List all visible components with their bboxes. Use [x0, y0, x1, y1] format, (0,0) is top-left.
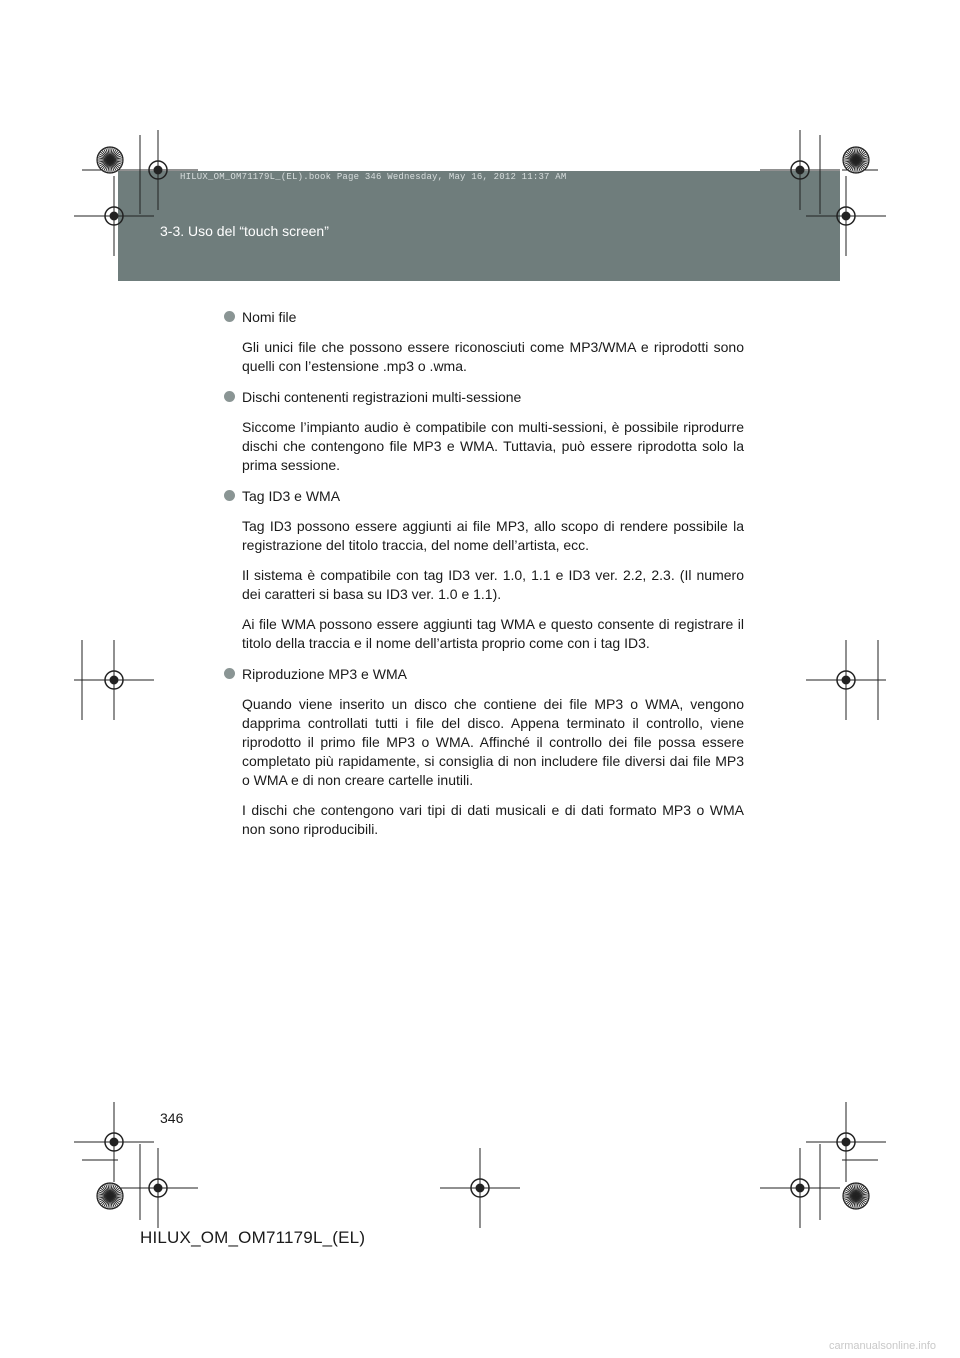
paragraph: Tag ID3 possono essere aggiunti ai file MP3, allo scopo di rendere possibile la registrazione del titolo traccia, del nome dell’artista, ecc. — [242, 518, 744, 553]
bullet-dot-icon — [224, 391, 235, 402]
crosshair-dot — [796, 166, 804, 174]
bullet-dot-icon — [224, 668, 235, 679]
crosshair-dot — [110, 212, 118, 220]
bullet-heading — [224, 308, 744, 327]
item-title: Dischi contenenti registrazioni multi-sessione — [242, 389, 522, 405]
crosshair-dot — [476, 1184, 484, 1192]
bullet-heading — [224, 388, 744, 407]
paragraph: I dischi che contengono vari tipi di dati musicali e di dati formato MP3 o WMA non sono riproducibili. — [242, 802, 744, 837]
item-title: Nomi file — [242, 309, 297, 325]
bullet-heading — [224, 487, 744, 506]
list-item — [224, 487, 744, 653]
list-item — [224, 308, 744, 376]
section-title: 3-3. Uso del “touch screen” — [160, 223, 329, 239]
crosshair-dot — [842, 676, 850, 684]
document-code: HILUX_OM_OM71179L_(EL) — [140, 1228, 366, 1247]
item-title: Riproduzione MP3 e WMA — [242, 666, 407, 682]
crosshair-dot — [110, 676, 118, 684]
paragraph: Ai file WMA possono essere aggiunti tag WMA e questo consente di registrare il titolo della traccia e il nome dell’artista proprio come con i tag ID3. — [242, 616, 744, 651]
bullet-dot-icon — [224, 490, 235, 501]
paragraph: Gli unici file che possono essere riconosciuti come MP3/WMA e riprodotti sono quelli con l’estensione .mp3 o .wma. — [242, 339, 744, 374]
crosshair-dot — [842, 212, 850, 220]
crosshair-dot — [154, 1184, 162, 1192]
list-item — [224, 665, 744, 839]
crosshair-dot — [110, 1138, 118, 1146]
book-stamp: HILUX_OM_OM71179L_(EL).book Page 346 Wednesday, May 16, 2012 11:37 AM — [180, 172, 567, 182]
list-item — [224, 388, 744, 475]
item-title: Tag ID3 e WMA — [242, 488, 341, 504]
page-number: 346 — [160, 1110, 184, 1126]
paragraph: Siccome l’impianto audio è compatibile con multi-sessioni, è possibile riprodurre dischi che contengono file MP3 e WMA. Tuttavia, può essere riprodotta solo la prima sessione. — [242, 419, 744, 473]
crosshair-dot — [842, 1138, 850, 1146]
bullet-dot-icon — [224, 311, 235, 322]
crosshair-dot — [796, 1184, 804, 1192]
paragraph: Quando viene inserito un disco che contiene dei file MP3 o WMA, vengono dapprima controllati tutti i file del disco. Appena terminato il controllo, viene riprodotto il primo file MP3 o WMA. Affinché il controllo dei file possa essere completato più rapidamente, si consiglia di non includere file diversi dai file MP3 o WMA e di non creare cartelle inutili. — [242, 696, 744, 788]
watermark: carmanualsonline.info — [828, 1340, 936, 1352]
bullet-heading — [224, 665, 744, 684]
crosshair-dot — [154, 166, 162, 174]
paragraph: Il sistema è compatibile con tag ID3 ver. 1.0, 1.1 e ID3 ver. 2.2, 2.3. (Il numero dei caratteri si basa su ID3 ver. 1.0 e 1.1). — [242, 567, 744, 602]
document-body — [224, 308, 744, 851]
